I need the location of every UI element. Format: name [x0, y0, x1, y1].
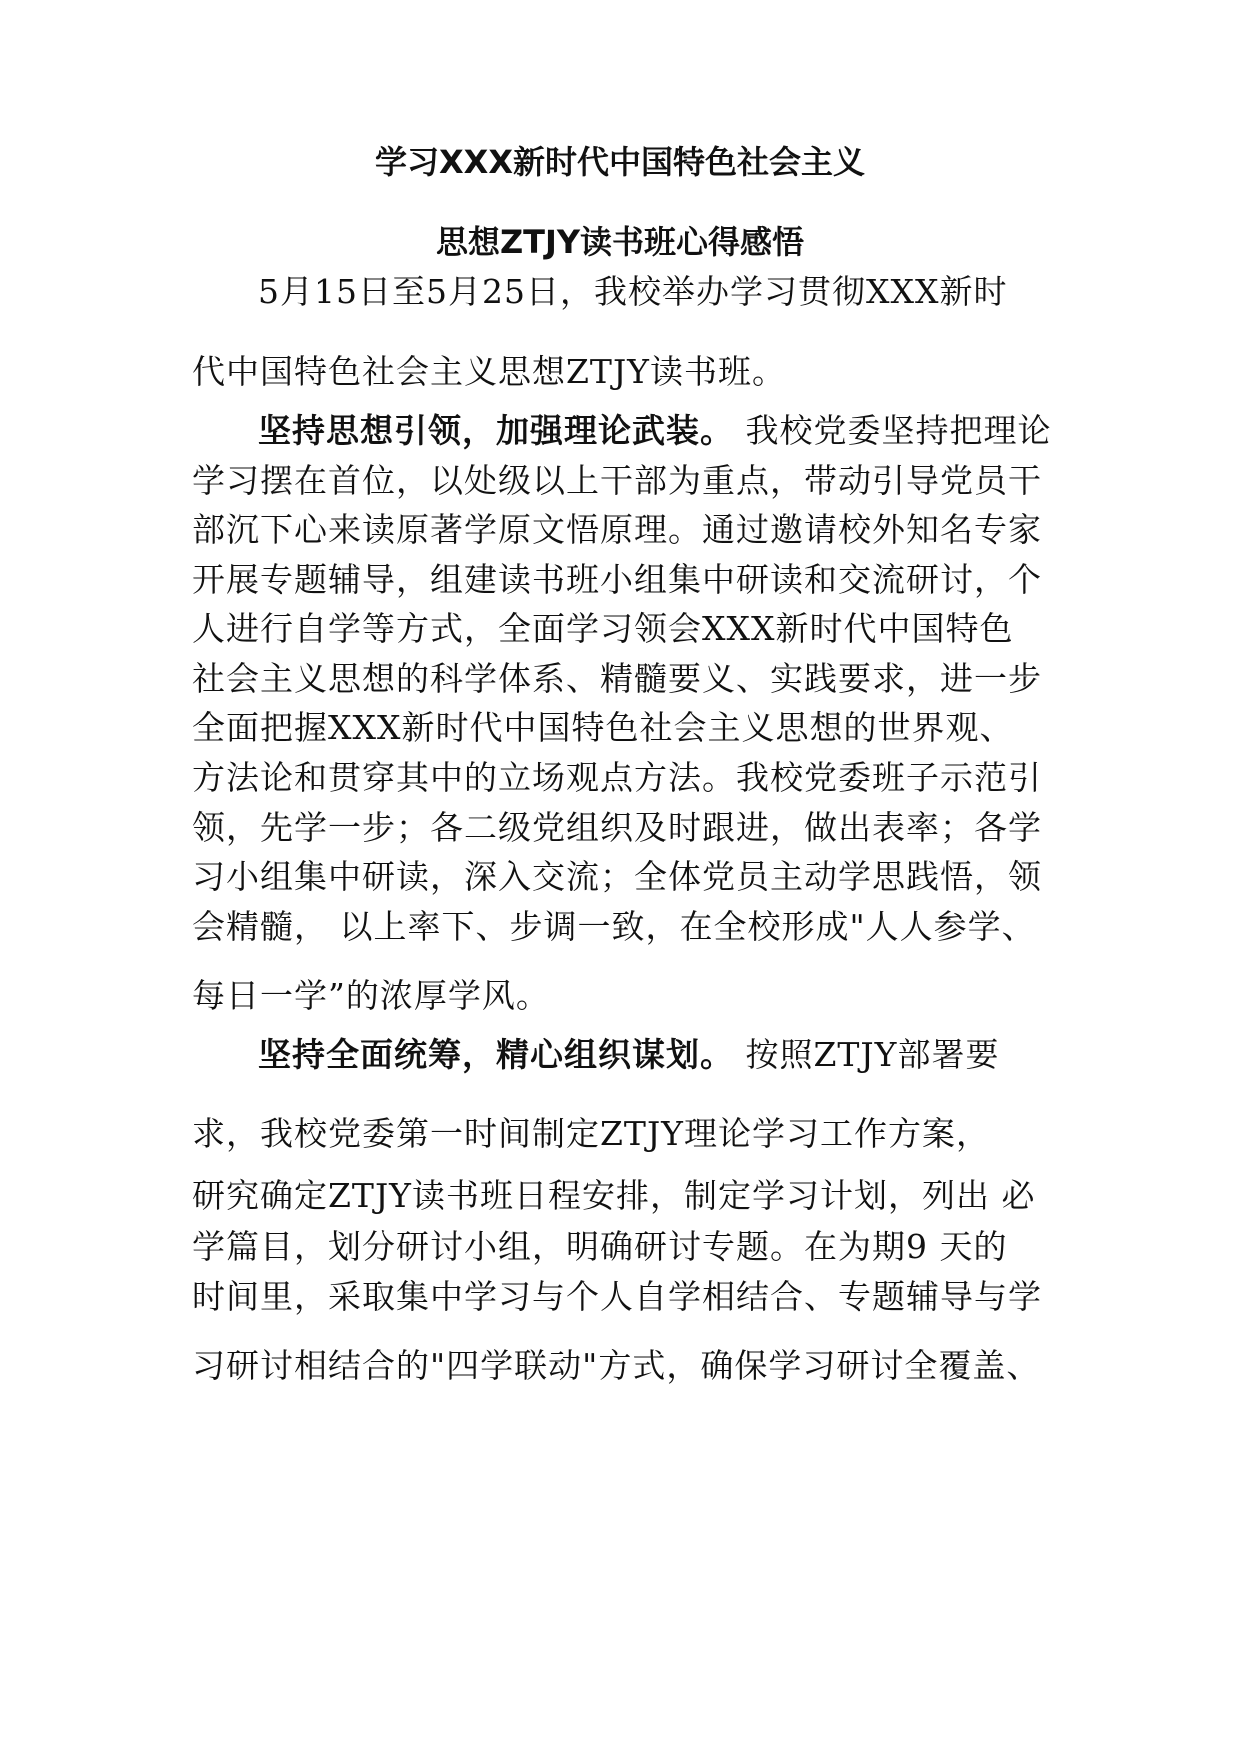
paragraph-line-10: 方法论和贯穿其中的立场观点方法。我校党委班子示范引 [192, 758, 1042, 797]
paragraph-line-9: 全面把握XXX新时代中国特色社会主义思想的世界观、 [192, 708, 1014, 747]
paragraph-line-18: 学篇目，划分研讨小组，明确研讨专题。在为期9 天的 [192, 1227, 1008, 1266]
paragraph-line-20: 习研讨相结合的"四学联动"方式，确保学习研讨全覆盖、 [192, 1346, 1041, 1385]
paragraph-line-3: 坚持思想引领，加强理论武装。 我校党委坚持把理论 [258, 411, 1052, 450]
paragraph-line-5: 部沉下心来读原著学原文悟原理。通过邀请校外知名专家 [192, 510, 1042, 549]
paragraph-line-7: 人进行自学等方式，全面学习领会XXX新时代中国特色 [192, 609, 1014, 648]
paragraph-line-16: 求，我校党委第一时间制定ZTJY理论学习工作方案， [192, 1114, 990, 1153]
paragraph-line-6: 开展专题辅导，组建读书班小组集中研读和交流研讨，个 [192, 560, 1042, 599]
paragraph-line-11: 领，先学一步；各二级党组织及时跟进，做出表率；各学 [192, 808, 1042, 847]
paragraph-line-14: 每日一学”的浓厚学风。 [192, 976, 550, 1015]
paragraph-line-4: 学习摆在首位，以处级以上干部为重点，带动引导党员干 [192, 461, 1042, 500]
section-heading-1: 坚持思想引领，加强理论武装。 [258, 411, 734, 450]
paragraph-line-13: 会精髓， 以上率下、步调一致，在全校形成"人人参学、 [192, 907, 1036, 946]
title-line-1: 学习XXX新时代中国特色社会主义 [374, 143, 866, 181]
paragraph-line-15: 坚持全面统筹，精心组织谋划。 按照ZTJY部署要 [258, 1035, 1000, 1074]
paragraph-line-1: 5月15日至5月25日，我校举办学习贯彻XXX新时 [258, 272, 1008, 311]
paragraph-line-19: 时间里，采取集中学习与个人自学相结合、专题辅导与学 [192, 1277, 1042, 1316]
paragraph-line-12: 习小组集中研读，深入交流；全体党员主动学思践悟，领 [192, 857, 1042, 896]
paragraph-line-17: 研究确定ZTJY读书班日程安排，制定学习计划，列出 必 [192, 1176, 1036, 1215]
paragraph-line-2: 代中国特色社会主义思想ZTJY读书班。 [192, 352, 786, 391]
section-heading-2: 坚持全面统筹，精心组织谋划。 [258, 1035, 734, 1074]
paragraph-line-8: 社会主义思想的科学体系、精髓要义、实践要求，进一步 [192, 659, 1042, 698]
title-line-2: 思想ZTJY读书班心得感悟 [435, 223, 805, 261]
